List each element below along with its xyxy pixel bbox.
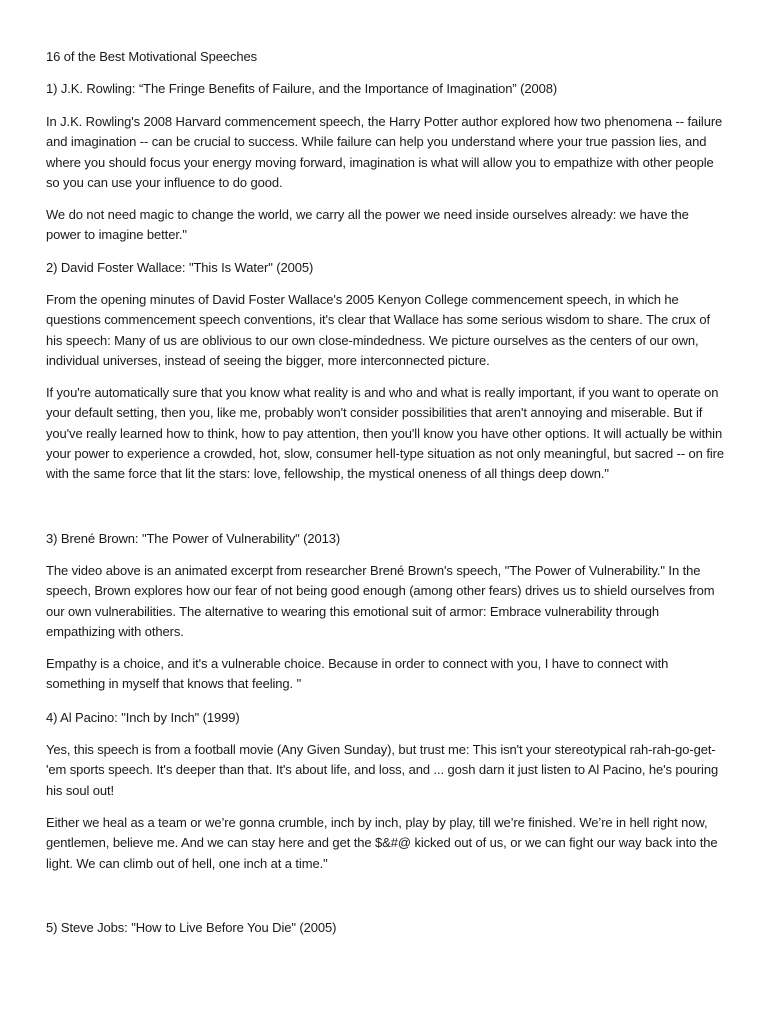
section-4-heading: 4) Al Pacino: "Inch by Inch" (1999) (46, 710, 240, 725)
section-2-paragraph-1: From the opening minutes of David Foster Wallace's 2005 Kenyon College commencement speech, in which he questions commencement speech conventions, it's clear that Wallace has some serious wisdom to share. The crux of his speech: Many of us are oblivious to our own close-mindedness. We picture ourselves as the centers of our own, individual universes, instead of seeing the bigger, more interconnected picture. (46, 292, 710, 368)
section-2-paragraph-2: If you're automatically sure that you know what reality is and who and what is really important, if you want to operate on your default setting, then you, like me, probably won't consider possibilities that aren't annoying and miserable. But if you've really learned how to think, how to pay attention, then you'll know you have other options. It will actually be within your power to experience a crowded, hot, slow, consumer hell-type situation as not only meaningful, but sacred -- on fire with the same force that lit the stars: love, fellowship, the mystical oneness of all things deep down." (46, 385, 724, 482)
section-3-heading: 3) Brené Brown: "The Power of Vulnerability" (2013) (46, 531, 341, 546)
section-4-paragraph-2: Either we heal as a team or we’re gonna crumble, inch by inch, play by play, till we’re finished. We’re in hell right now, gentlemen, believe me. And we can stay here and get the $&#@ kicked out of us, or we can fight our way back into the light. We can climb out of hell, one inch at a time." (46, 815, 718, 871)
section-1-heading: 1) J.K. Rowling: “The Fringe Benefits of Failure, and the Importance of Imagination” (2008) (46, 81, 558, 96)
section-3-paragraph-2: Empathy is a choice, and it's a vulnerable choice. Because in order to connect with you, I have to connect with something in myself that knows that feeling. " (46, 656, 669, 692)
document-title: 16 of the Best Motivational Speeches (46, 49, 258, 64)
section-1-paragraph-2: We do not need magic to change the world, we carry all the power we need inside ourselves already: we have the power to imagine better." (46, 207, 689, 243)
section-4-paragraph-1: Yes, this speech is from a football movie (Any Given Sunday), but trust me: This isn't your stereotypical rah-rah-go-get-'em sports speech. It's deeper than that. It's about life, and loss, and ... gosh darn it just listen to Al Pacino, he's pouring his soul out! (46, 742, 719, 798)
section-1-paragraph-1: In J.K. Rowling's 2008 Harvard commencement speech, the Harry Potter author explored how two phenomena -- failure and imagination -- can be crucial to success. While failure can help you understand where your true passion lies, and where you should focus your energy moving forward, imagination is what will allow you to empathize with other people so you can use your influence to do good. (46, 114, 723, 190)
section-5-heading: 5) Steve Jobs: "How to Live Before You Die" (2005) (46, 920, 337, 935)
section-3-paragraph-1: The video above is an animated excerpt from researcher Brené Brown's speech, "The Power of Vulnerability." In the speech, Brown explores how our fear of not being good enough (among other fears) drives us to shield ourselves from our own vulnerabilities. The alternative to wearing this emotional suit of armor: Embrace vulnerability through empathizing with others. (46, 563, 715, 639)
section-2-heading: 2) David Foster Wallace: "This Is Water" (2005) (46, 260, 314, 275)
